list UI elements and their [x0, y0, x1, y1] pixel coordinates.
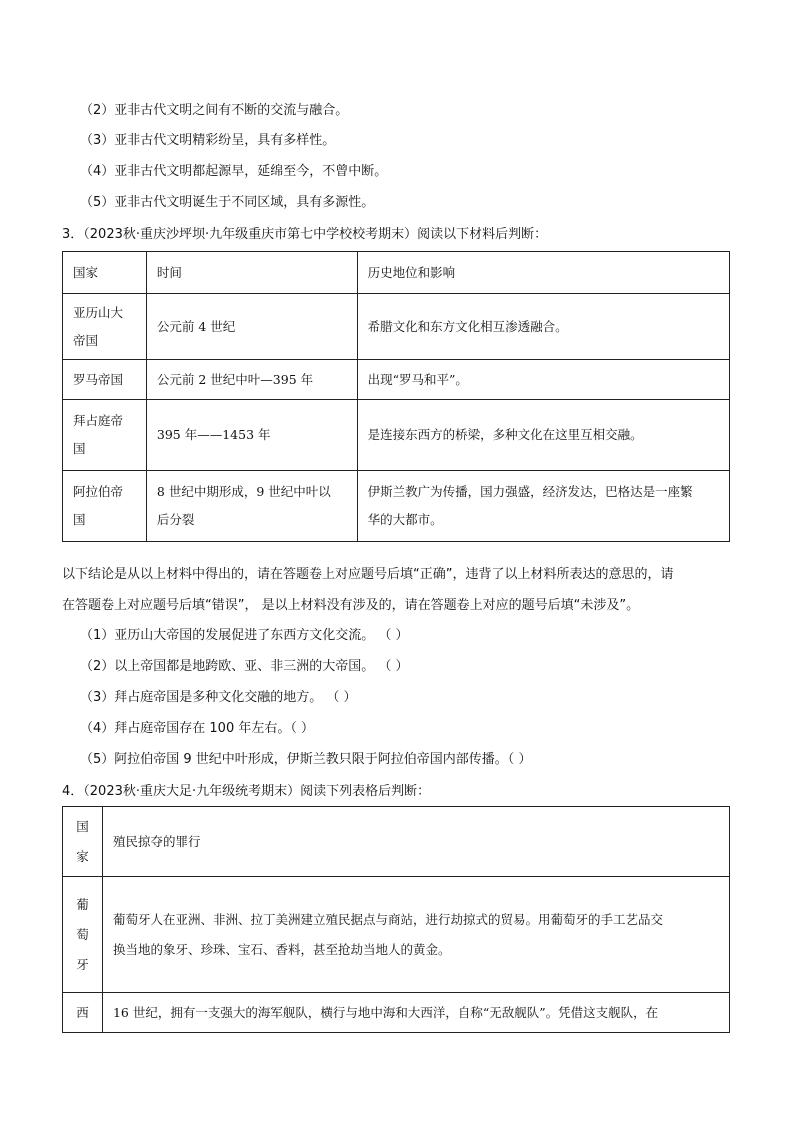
- judgement-item-2: （2）以上帝国都是地跨欧、亚、非三洲的大帝国。 （ ）: [80, 659, 409, 674]
- country-char: 西: [76, 1004, 89, 1020]
- header-content: 殖民掠夺的罪行: [112, 833, 201, 849]
- country-char: 萄: [76, 926, 89, 942]
- instruction-line-2: 在答题卷上对应题号后填“错误”， 是以上材料没有涉及的，请在答题卷上对应的题号后填“未涉及”。: [62, 598, 640, 613]
- answer-item-2: （2）亚非古代文明之间有不断的交流与融合。: [80, 103, 349, 118]
- impact-cell: 伊斯兰教广为传播，国力强盛，经济发达，巴格达是一座繁: [367, 484, 693, 499]
- country-name: 罗马帝国: [73, 371, 124, 387]
- empire-table: [62, 251, 730, 542]
- time-cell: 公元前 4 世纪: [156, 318, 236, 334]
- judgement-item-3: （3）拜占庭帝国是多种文化交融的地方。 （ ）: [80, 690, 357, 705]
- table-row: [63, 294, 730, 360]
- colonial-table: [62, 806, 730, 1033]
- impact-cell: 是连接东西方的桥梁，多种文化在这里互相交融。: [367, 427, 643, 442]
- content-cell: 葡萄牙人在亚洲、非洲、拉丁美洲建立殖民据点与商站，进行劫掠式的贸易。用葡萄牙的手工艺品交: [112, 911, 663, 927]
- question-4-title: 4．（2023秋·重庆大足·九年级统考期末）阅读下列表格后判断：: [62, 784, 431, 799]
- country-name: 阿拉伯帝: [73, 484, 124, 499]
- impact-cell: 出现“罗马和平”。: [367, 371, 468, 387]
- judgement-item-1: （1）亚历山大帝国的发展促进了东西方文化交流。 （ ）: [80, 628, 409, 643]
- header-country: 国: [76, 818, 89, 834]
- impact-cell-cont: 华的大都市。: [367, 512, 443, 527]
- table-row: [63, 471, 730, 542]
- judgement-item-5: （5）阿拉伯帝国 9 世纪中叶形成，伊斯兰教只限于阿拉伯帝国内部传播。（ ）: [80, 752, 532, 767]
- country-char: 牙: [76, 956, 89, 972]
- country-name-cont: 帝国: [73, 332, 99, 348]
- impact-cell: 希腊文化和东方文化相互渗透融合。: [367, 318, 568, 334]
- header-country-cont: 家: [76, 848, 89, 864]
- time-cell: 8 世纪中期形成，9 世纪中叶以: [156, 484, 331, 499]
- table-row: [63, 360, 730, 400]
- instruction-line-1: 以下结论是从以上材料中得出的，请在答题卷上对应题号后填“正确”，违背了以上材料所表达的意思的，请: [62, 567, 674, 582]
- answer-item-4: （4）亚非古代文明都起源早，延绵至今，不曾中断。: [80, 164, 388, 179]
- header-time: 时间: [156, 264, 182, 280]
- question-3-title: 3．（2023秋·重庆沙坪坝·九年级重庆市第七中学校校考期末）阅读以下材料后判断：: [62, 227, 548, 242]
- table-header-row: [63, 252, 730, 294]
- content-cell: 16 世纪，拥有一支强大的海军舰队，横行与地中海和大西洋，自称“无敌舰队”。凭借这支舰队，在: [112, 1004, 659, 1020]
- country-name-cont: 国: [73, 512, 86, 527]
- time-cell-cont: 后分裂: [156, 512, 195, 527]
- country-name: 拜占庭帝: [73, 413, 124, 428]
- table-row: [63, 400, 730, 471]
- country-name: 亚历山大: [73, 304, 124, 320]
- answer-item-5: （5）亚非古代文明诞生于不同区域，具有多源性。: [80, 195, 375, 210]
- judgement-item-4: （4）拜占庭帝国存在 100 年左右。（ ）: [80, 721, 314, 736]
- header-impact: 历史地位和影响: [367, 264, 456, 280]
- time-cell: 公元前 2 世纪中叶—395 年: [156, 371, 314, 387]
- country-char: 葡: [76, 896, 89, 912]
- table-row: [63, 877, 730, 993]
- content-cell-cont: 换当地的象牙、珍珠、宝石、香料，甚至抢劫当地人的黄金。: [112, 941, 451, 957]
- header-country: 国家: [73, 264, 99, 280]
- time-cell: 395 年——1453 年: [156, 427, 271, 442]
- answer-item-3: （3）亚非古代文明精彩纷呈，具有多样性。: [80, 133, 336, 148]
- table-row: [63, 993, 730, 1033]
- table-header-row: [63, 807, 730, 877]
- country-name-cont: 国: [73, 441, 86, 456]
